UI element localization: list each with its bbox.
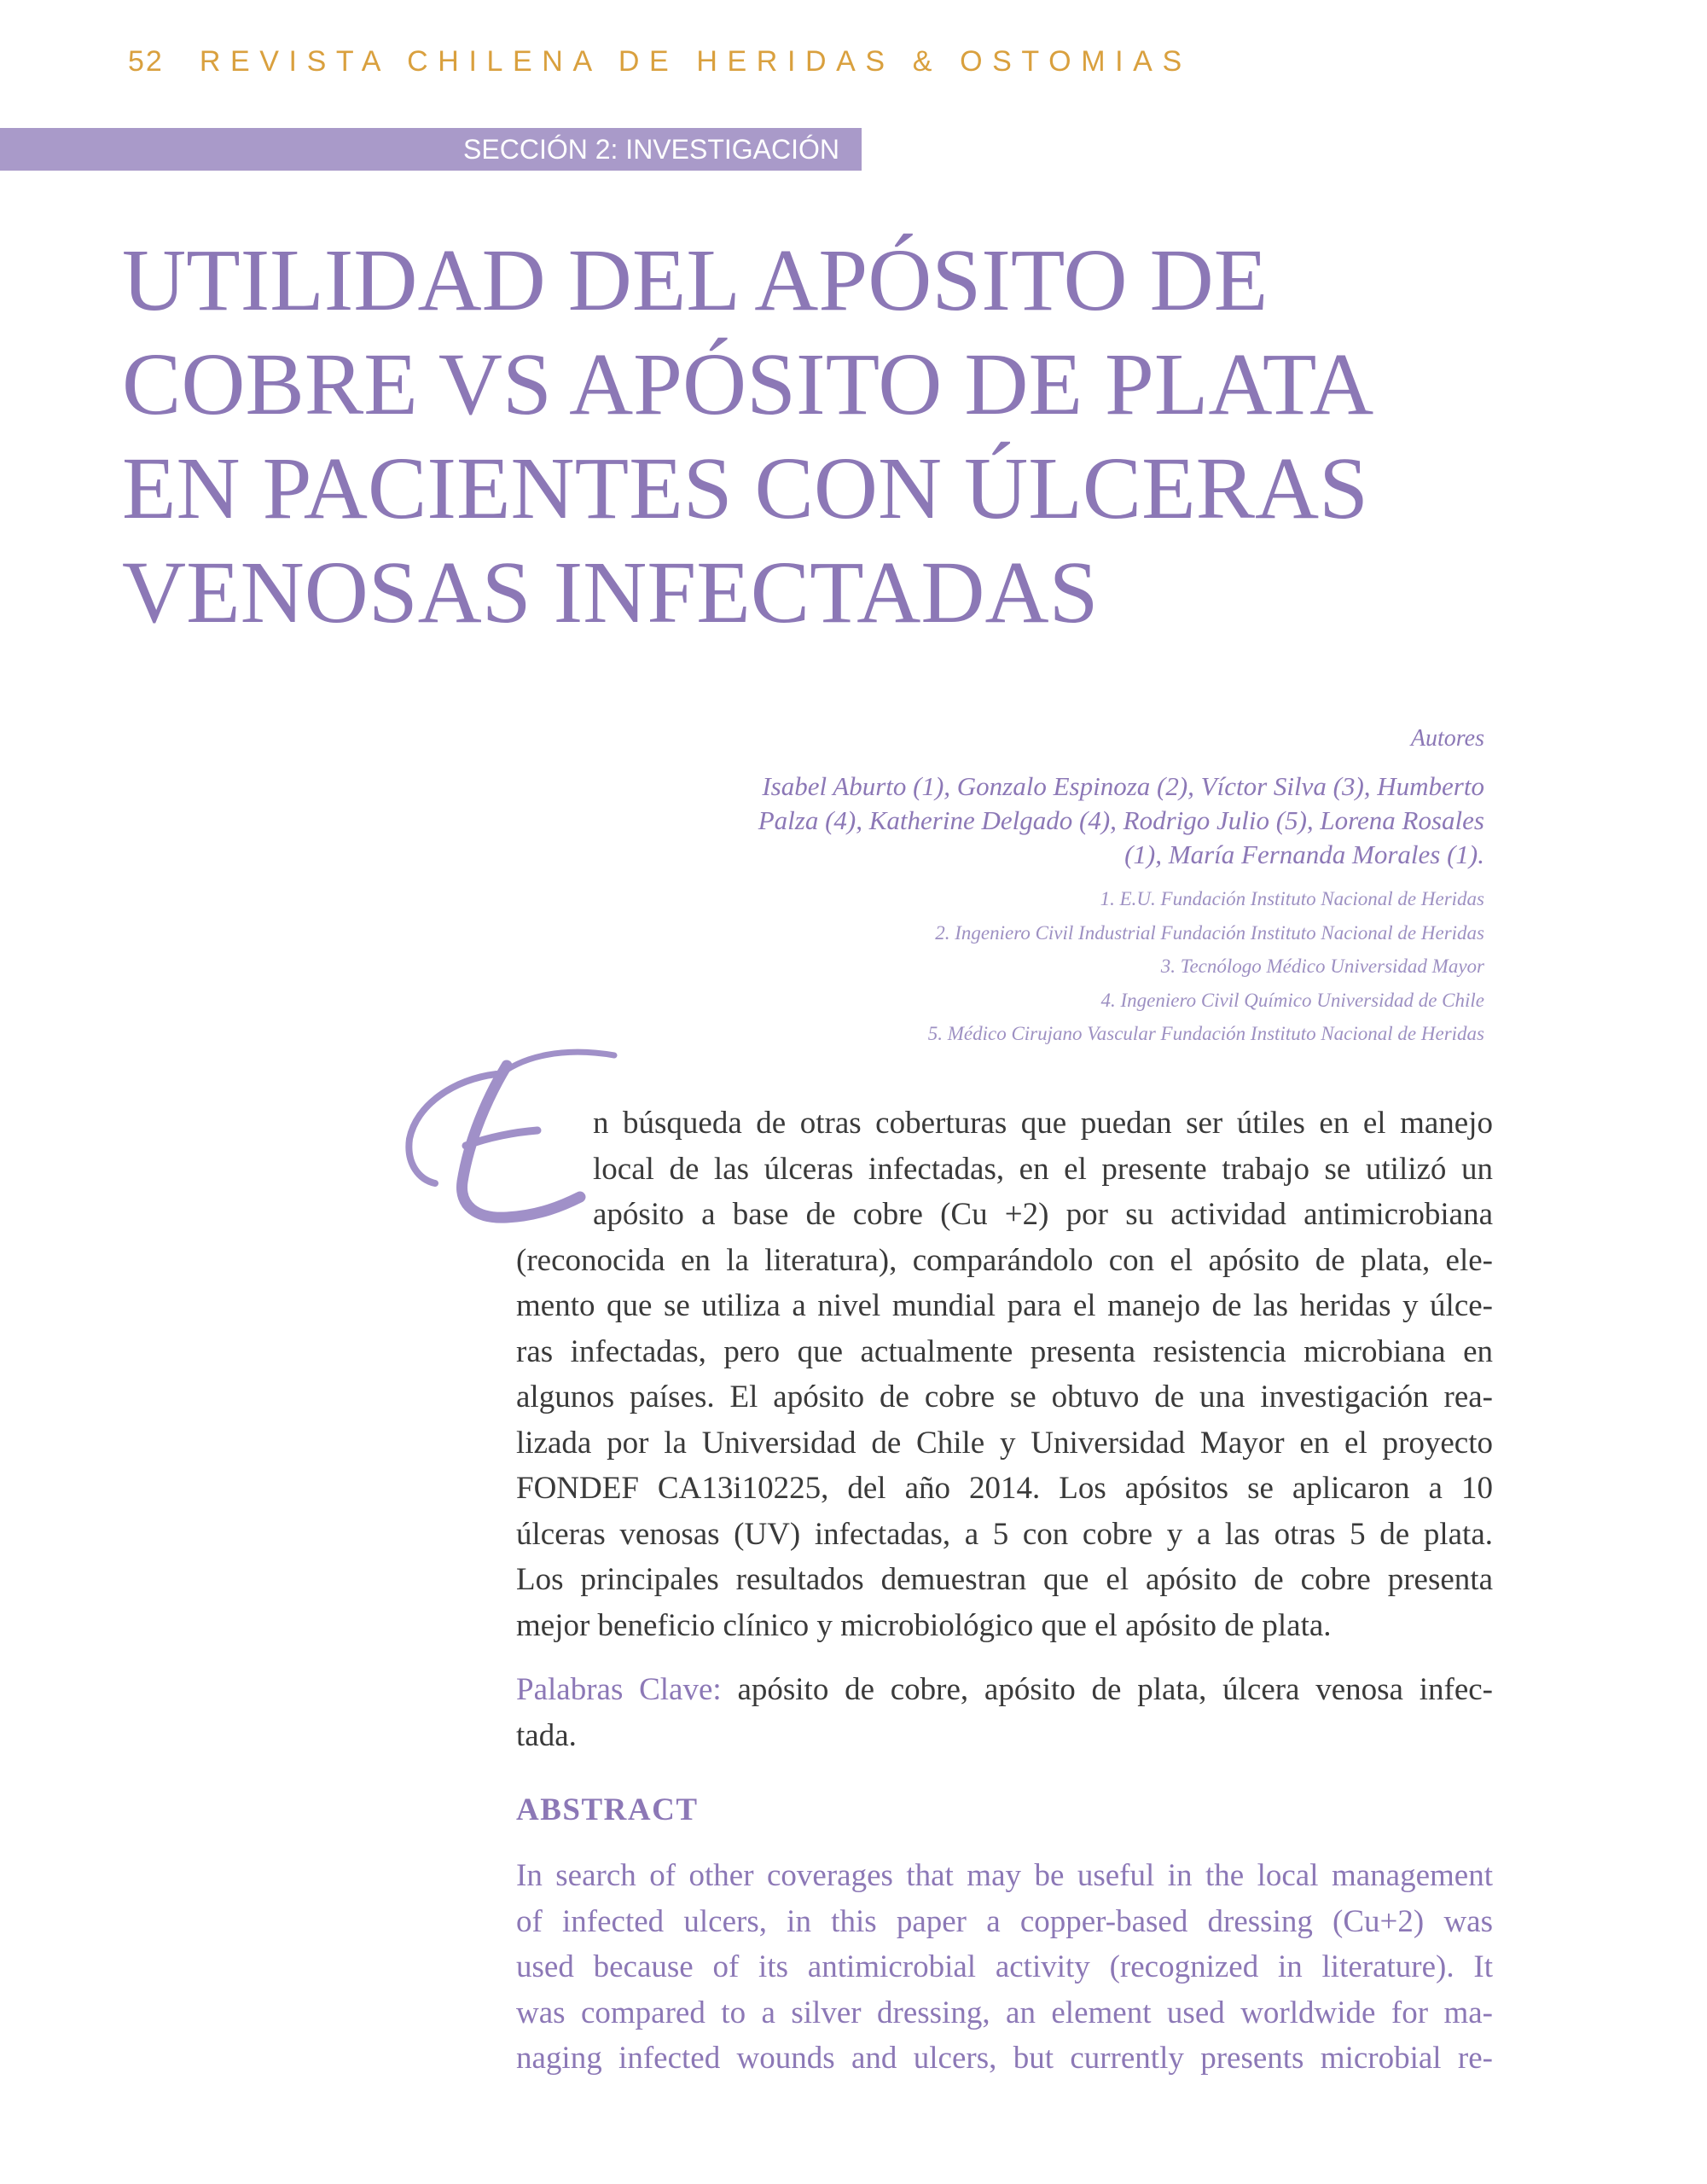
abstract-line: úlceras venosas (UV) infectadas, a 5 con cobre y a las otras 5 de plata. (516, 1516, 1493, 1552)
author-line: Isabel Aburto (1), Gonzalo Espinoza (2), Víctor Silva (3), Humberto (762, 771, 1484, 801)
title-line: COBRE VS APÓSITO DE PLATA (122, 335, 1374, 433)
abstract-en-line: used because of its antimicrobial activity (recognized in literature). It (516, 1949, 1493, 1984)
section-band (0, 128, 862, 171)
abstract-line: local de las úlceras infectadas, en el presente trabajo se utilizó un (593, 1151, 1493, 1187)
abstract-line: mejor beneficio clínico y microbiológico que el apósito de plata. (516, 1607, 1332, 1643)
keywords-label: Palabras Clave: (516, 1672, 722, 1707)
abstract-en-line: naging infected wounds and ulcers, but currently presents microbial re- (516, 2041, 1493, 2076)
keywords-text: apósito de cobre, apósito de plata, úlcera venosa infec- (737, 1672, 1493, 1707)
abstract-line: FONDEF CA13i10225, del año 2014. Los apósitos se aplicaron a 10 (516, 1471, 1493, 1506)
abstract-line: (reconocida en la literatura), comparándolo con el apósito de plata, ele- (516, 1242, 1493, 1278)
section-label: SECCIÓN 2: INVESTIGACIÓN (463, 134, 839, 165)
affiliation-item: 2. Ingeniero Civil Industrial Fundación Instituto Nacional de Heridas (935, 921, 1484, 944)
keywords-line (516, 1667, 1493, 1713)
abstract-line: ras infectadas, pero que actualmente presenta resistencia microbiana en (516, 1333, 1493, 1369)
journal-name: REVISTA CHILENA DE HERIDAS & OSTOMIAS (199, 45, 1192, 78)
affiliation-item: 1. E.U. Fundación Instituto Nacional de Heridas (1100, 888, 1484, 909)
abstract-en-line: of infected ulcers, in this paper a copper-based dressing (Cu+2) was (516, 1903, 1493, 1939)
abstract-en-line: In search of other coverages that may be useful in the local management (516, 1858, 1493, 1893)
keywords-line: tada. (516, 1717, 577, 1753)
author-list (717, 770, 1484, 872)
title-line: UTILIDAD DEL APÓSITO DE (122, 231, 1269, 329)
affiliation-item: 3. Tecnólogo Médico Universidad Mayor (1160, 956, 1484, 977)
author-line: Palza (4), Katherine Delgado (4), Rodrigo Julio (5), Lorena Rosales (758, 805, 1484, 835)
title-line: EN PACIENTES CON ÚLCERAS (122, 439, 1368, 537)
abstract-line: n búsqueda de otras coberturas que puedan ser útiles en el manejo (593, 1106, 1493, 1141)
affiliation-item: 4. Ingeniero Civil Químico Universidad de Chile (1100, 989, 1484, 1011)
abstract-line: algunos países. El apósito de cobre se obtuvo de una investigación rea- (516, 1380, 1493, 1414)
abstract-heading: ABSTRACT (516, 1792, 699, 1827)
title-line: VENOSAS INFECTADAS (122, 543, 1099, 642)
abstract-line: apósito a base de cobre (Cu +2) por su actividad antimicrobiana (593, 1197, 1493, 1232)
article-title (122, 229, 1623, 645)
affiliations-list (717, 882, 1484, 1051)
author-line: (1), María Fernanda Morales (1). (1124, 839, 1484, 869)
running-header (128, 44, 1192, 78)
abstract-line: mento que se utiliza a nivel mundial para el manejo de las heridas y úlce- (516, 1288, 1493, 1323)
abstract-spanish (516, 1101, 1493, 1648)
authors-heading: Autores (1410, 725, 1484, 752)
abstract-en-line: was compared to a silver dressing, an element used worldwide for ma- (516, 1995, 1493, 2030)
abstract-line: lizada por la Universidad de Chile y Universidad Mayor en el proyecto (516, 1425, 1493, 1461)
abstract-english (516, 1853, 1493, 2082)
page-number: 52 (128, 45, 164, 78)
authors-block (717, 723, 1484, 1051)
abstract-line: Los principales resultados demuestran que el apósito de cobre presenta (516, 1562, 1493, 1597)
keywords (516, 1667, 1493, 1758)
affiliation-item: 5. Médico Cirujano Vascular Fundación Instituto Nacional de Heridas (927, 1023, 1484, 1044)
